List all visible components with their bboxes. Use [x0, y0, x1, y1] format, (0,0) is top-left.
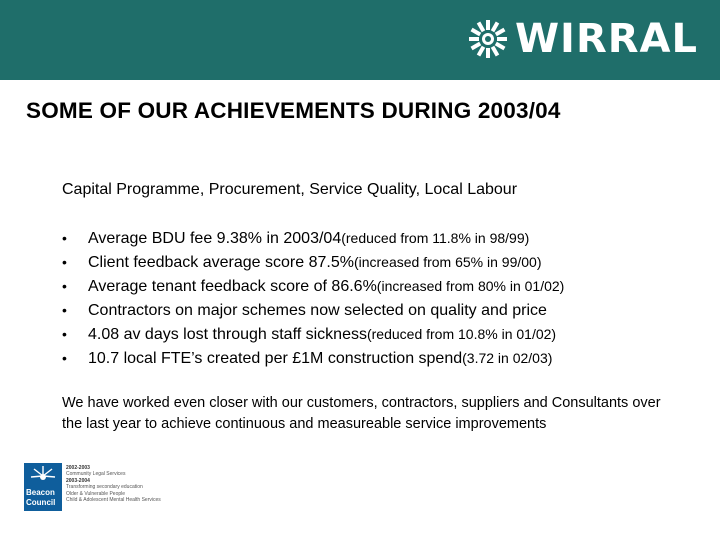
- achievement-note: (increased from 80% in 01/02): [376, 278, 565, 294]
- achievement-note: (reduced from 10.8% in 01/02): [366, 326, 557, 342]
- beacon-badge-box: [24, 463, 62, 511]
- achievement-text: Contractors on major schemes now selected on quality and price: [88, 302, 547, 319]
- achievement-text: 10.7 local FTE’s created per £1M construction spend: [88, 350, 463, 367]
- award-line: Transforming secondary education: [66, 484, 143, 491]
- summary-paragraph: We have worked even closer with our customers, contractors, suppliers and Consultants over the last year to achieve continuous and measureable service improvements: [62, 395, 661, 432]
- list-item: [62, 278, 564, 302]
- bullet-icon: •: [62, 326, 67, 342]
- beacon-word: Beacon: [26, 488, 55, 497]
- bullet-icon: •: [62, 350, 67, 366]
- bullet-icon: •: [62, 278, 67, 294]
- award-line: 2003-2004: [66, 477, 90, 484]
- award-line: Child & Adolescent Mental Health Services: [66, 497, 161, 504]
- list-item: [62, 230, 564, 254]
- award-line: 2002-2003: [66, 465, 90, 471]
- list-item: [62, 326, 564, 350]
- list-item: [62, 350, 564, 374]
- award-line: Community Legal Services: [66, 471, 126, 478]
- header-banner: [0, 0, 720, 80]
- section-subtitle: Capital Programme, Procurement, Service Quality, Local Labour: [62, 181, 518, 198]
- wirral-emblem-icon: [467, 18, 509, 60]
- bullet-icon: •: [62, 254, 67, 270]
- beacon-council-badge: [24, 463, 164, 513]
- achievement-text: Average tenant feedback score of 86.6%: [88, 278, 377, 295]
- wirral-logo: [467, 16, 698, 62]
- achievement-list: [62, 230, 564, 374]
- achievement-text: Client feedback average score 87.5%: [88, 254, 354, 271]
- beacon-awards-list: [66, 465, 161, 503]
- achievement-text: 4.08 av days lost through staff sickness: [88, 326, 367, 343]
- bullet-icon: •: [62, 230, 67, 246]
- achievement-note: (increased from 65% in 99/00): [353, 254, 542, 270]
- logo-text: WIRRAL: [514, 16, 698, 62]
- award-line: Older & Vulnerable People: [66, 490, 126, 497]
- beacon-star-icon: [28, 465, 58, 487]
- list-item: [62, 302, 564, 326]
- achievement-note: (3.72 in 02/03): [462, 350, 553, 366]
- bullet-icon: •: [62, 302, 67, 318]
- achievement-note: (reduced from 11.8% in 98/99): [341, 230, 530, 246]
- list-item: [62, 254, 564, 278]
- council-word: Council: [26, 498, 56, 507]
- achievement-text: Average BDU fee 9.38% in 2003/04: [88, 230, 342, 247]
- page-title: SOME OF OUR ACHIEVEMENTS DURING 2003/04: [26, 98, 561, 123]
